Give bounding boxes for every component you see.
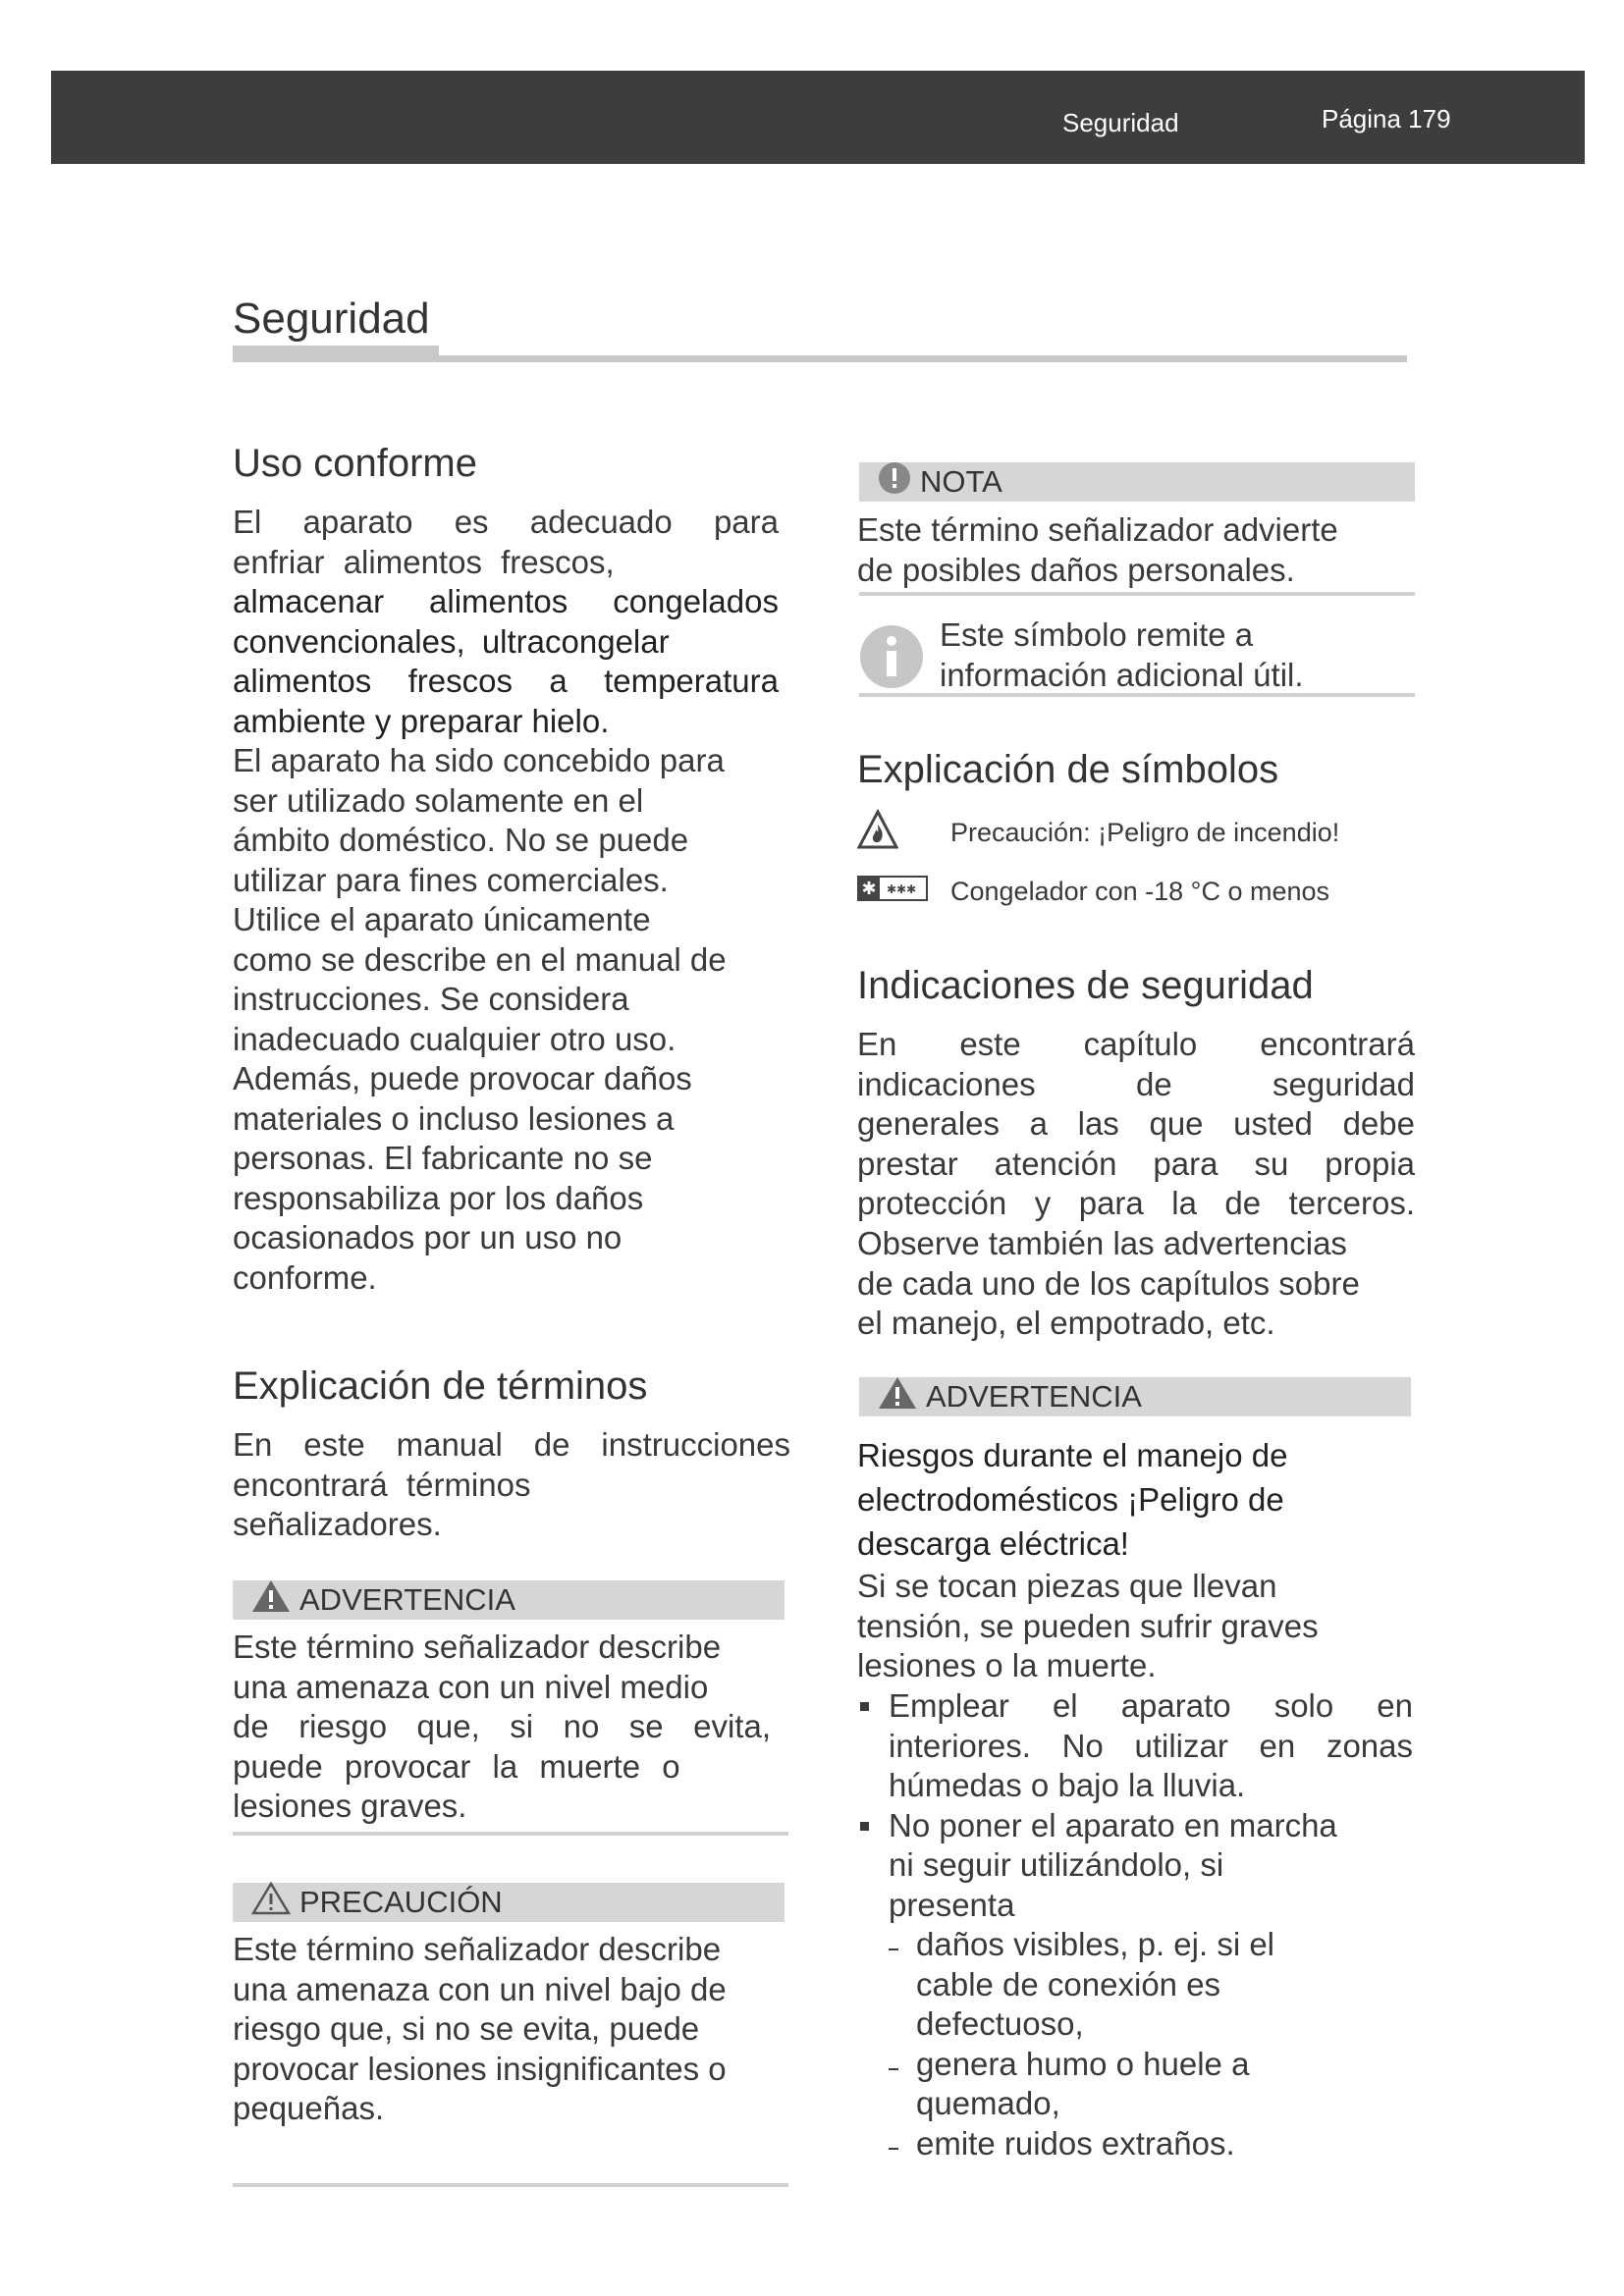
advertencia-banner-left — [233, 1580, 785, 1620]
advertencia-banner-right — [859, 1377, 1411, 1416]
indicaciones-heading: Indicaciones de seguridad — [857, 964, 1314, 1007]
list-item: Emplear el aparato solo en interiores. No utilizar en zonas húmedas o bajo la lluvia. — [857, 1686, 1413, 1806]
title-underline — [233, 355, 1407, 362]
uso-conforme-paragraph-1: El aparato es adecuado para enfriar alimentos frescos, almacenar alimentos congelados convencionales, ultracongelar alimentos frescos a temperatura ambiente y preparar hielo. — [233, 504, 779, 739]
divider — [859, 592, 1415, 596]
precaucion-banner — [233, 1883, 785, 1922]
riesgo-description: Si se tocan piezas que llevan tensión, se pueden sufrir graves lesiones o la muerte. — [857, 1568, 1319, 1683]
advertencia-label: ADVERTENCIA — [926, 1379, 1142, 1414]
nota-description: Este término señalizador advierte de posibles daños personales. — [857, 511, 1338, 588]
riesgo-title: Riesgos durante el manejo de electrodomésticos ¡Peligro de descarga eléctrica! — [857, 1437, 1288, 1562]
advertencia-description: Este término señalizador describe una amenaza con un nivel medio de riesgo que, si no se evita, puede provocar la muerte o lesiones graves. — [233, 1629, 771, 1824]
list-item: emite ruidos extraños. — [889, 2124, 1413, 2164]
svg-text:✱: ✱ — [861, 879, 877, 899]
symbol-label-fire: Precaución: ¡Peligro de incendio! — [950, 818, 1340, 847]
indicaciones-paragraph-2: Observe también las advertencias de cada uno de los capítulos sobre el manejo, el empotrado, etc. — [857, 1225, 1360, 1341]
safety-sub-list — [889, 1925, 1413, 2163]
symbol-row-freezer — [857, 876, 1329, 908]
symbol-label-freezer: Congelador con -18 °C o menos — [950, 877, 1330, 906]
divider — [859, 693, 1415, 697]
precaucion-description: Este término señalizador describe una amenaza con un nivel bajo de riesgo que, si no se evita, puede provocar lesiones insignificantes o pequeñas. — [233, 1931, 727, 2126]
exclamation-circle-icon — [877, 460, 912, 504]
header-section-name: Seguridad — [1062, 108, 1179, 137]
page-header-bar — [51, 71, 1585, 164]
divider — [233, 2183, 788, 2187]
indicaciones-paragraph-1: En este capítulo encontrará indicaciones de seguridad generales a las que usted debe prestar atención para su propia protección y para la de terceros. — [857, 1026, 1415, 1221]
info-description: Este símbolo remite a información adicional útil. — [940, 616, 1304, 693]
advertencia-label: ADVERTENCIA — [299, 1582, 515, 1617]
nota-label: NOTA — [920, 464, 1002, 499]
page-title: Seguridad — [233, 294, 430, 343]
simbolos-heading: Explicación de símbolos — [857, 748, 1279, 791]
svg-text:✱✱✱: ✱✱✱ — [887, 882, 917, 896]
uso-conforme-paragraph-2: El aparato ha sido concebido para ser utilizado solamente en el ámbito doméstico. No se puede utilizar para fines comerciales. Utilice el aparato únicamente como se describe en el manual de instrucciones. Se considera inadecuado cualquier otro uso. Además, puede provocar daños materiales o incluso lesiones a personas. El fabricante no se responsabiliza por los daños ocasionados por un uso no conforme. — [233, 742, 727, 1296]
info-icon — [859, 624, 924, 694]
warning-triangle-icon — [877, 1375, 918, 1418]
nota-banner — [859, 462, 1415, 502]
warning-triangle-icon — [250, 1578, 292, 1622]
list-item: No poner el aparato en marcha ni seguir utilizándolo, si presenta daños visibles, p. ej. si el cable de conexión es defectuoso, genera humo o huele a quemado, emite ruidos extraños. — [857, 1806, 1413, 2164]
uso-conforme-heading: Uso conforme — [233, 442, 477, 485]
fire-warning-icon — [857, 809, 950, 857]
list-item: genera humo o huele a quemado, — [889, 2045, 1413, 2124]
caution-triangle-icon — [250, 1881, 292, 1924]
symbol-row-fire — [857, 809, 1339, 857]
header-page-number: Página 179 — [1322, 104, 1451, 133]
terminos-heading: Explicación de términos — [233, 1364, 648, 1408]
precaucion-label: PRECAUCIÓN — [299, 1885, 503, 1919]
freezer-stars-icon — [857, 876, 950, 908]
terminos-intro: En este manual de instrucciones encontrará términos señalizadores. — [233, 1426, 790, 1542]
safety-bullet-list — [857, 1686, 1413, 2163]
divider — [233, 1832, 788, 1836]
list-item: daños visibles, p. ej. si el cable de conexión es defectuoso, — [889, 1925, 1413, 2045]
